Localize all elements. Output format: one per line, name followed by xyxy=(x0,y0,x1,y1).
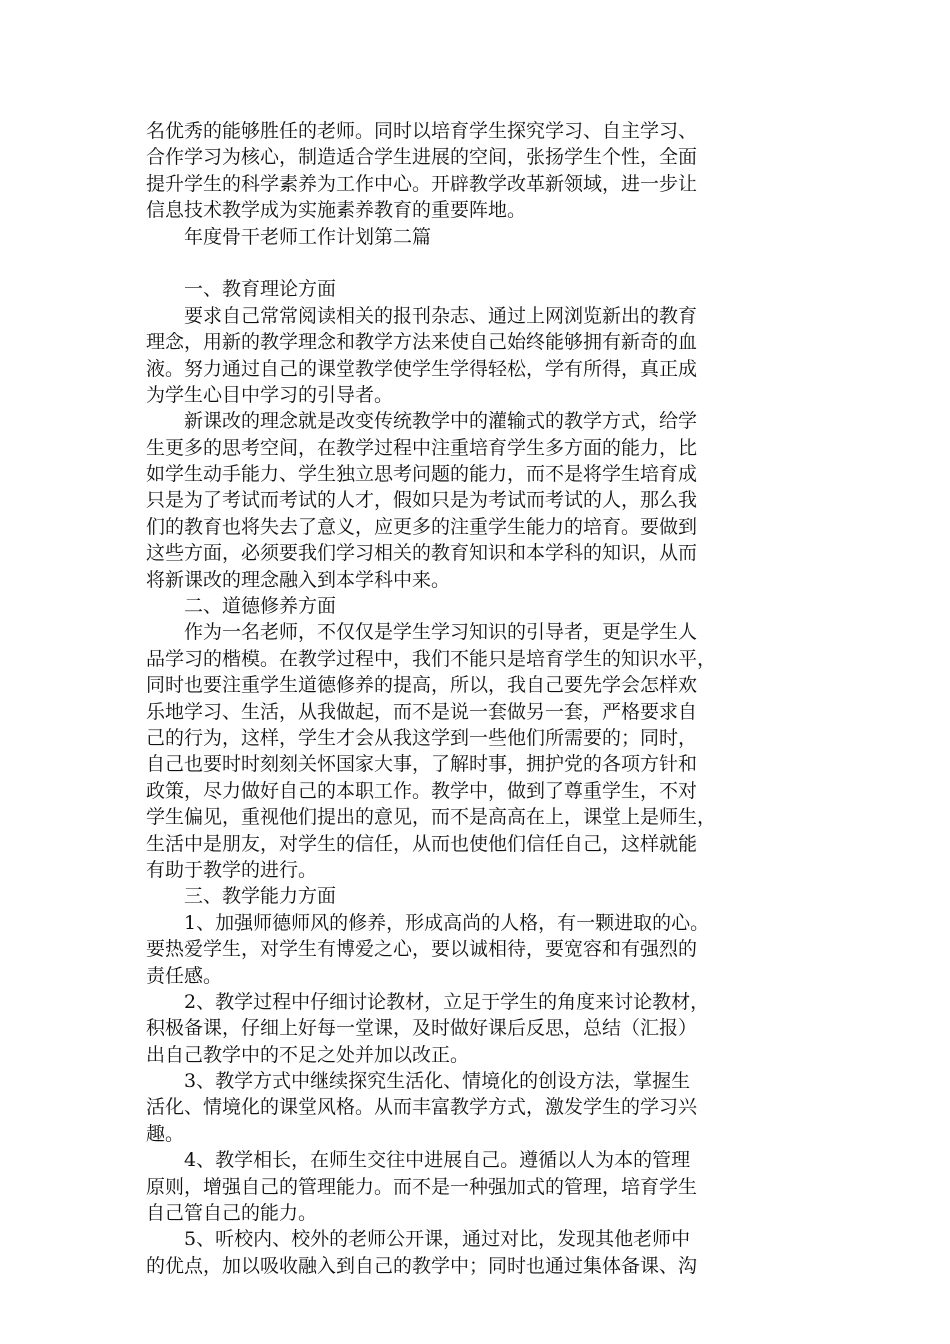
text-line: 自己也要时时刻刻关怀国家大事，了解时事，拥护党的各项方针和 xyxy=(146,753,698,776)
document-body xyxy=(146,118,808,1279)
text-line: 一、教育理论方面 xyxy=(146,278,337,301)
text-line: 三、教学能力方面 xyxy=(146,885,337,908)
text-line: 液。努力通过自己的课堂教学使学生学得轻松，学有所得，真正成 xyxy=(146,357,698,380)
text-line: 出自己教学中的不足之处并加以改正。 xyxy=(146,1043,470,1066)
text-line: 有助于教学的进行。 xyxy=(146,858,318,881)
text-line: 原则，增强自己的管理能力。而不是一种强加式的管理，培育学生 xyxy=(146,1175,698,1198)
text-line: 二、道德修养方面 xyxy=(146,595,337,618)
text-line: 自己管自己的能力。 xyxy=(146,1202,318,1225)
text-line: 乐地学习、生活，从我做起，而不是说一套做另一套，严格要求自 xyxy=(146,700,698,723)
text-line: 理念，用新的教学理念和教学方法来使自己始终能够拥有新奇的血 xyxy=(146,331,698,354)
text-line: 5、听校内、校外的老师公开课，通过对比，发现其他老师中 xyxy=(146,1228,691,1251)
text-line: 政策，尽力做好自己的本职工作。教学中，做到了尊重学生，不对 xyxy=(146,779,698,802)
text-line: 积极备课，仔细上好每一堂课，及时做好课后反思，总结（汇报） xyxy=(146,1017,698,1040)
text-line: 3、教学方式中继续探究生活化、情境化的创设方法，掌握生 xyxy=(146,1070,691,1093)
blank-line xyxy=(146,250,808,276)
text-line: 责任感。 xyxy=(146,964,223,987)
text-line: 的优点，加以吸收融入到自己的教学中；同时也通过集体备课、沟 xyxy=(146,1254,698,1277)
text-line: 为学生心目中学习的引导者。 xyxy=(146,383,394,406)
text-line: 提升学生的科学素养为工作中心。开辟教学改革新领域，进一步让 xyxy=(146,172,698,195)
text-line: 1、加强师德师风的修养，形成高尚的人格，有一颗进取的心。 xyxy=(146,911,710,934)
text-line: 品学习的楷模。在教学过程中，我们不能只是培育学生的知识水平， xyxy=(146,647,717,670)
text-line: 生更多的思考空间，在教学过程中注重培育学生多方面的能力，比 xyxy=(146,436,698,459)
text-line: 趣。 xyxy=(146,1122,185,1145)
text-line: 们的教育也将失去了意义，应更多的注重学生能力的培育。要做到 xyxy=(146,515,698,538)
text-line: 如学生动手能力、学生独立思考问题的能力，而不是将学生培育成 xyxy=(146,463,698,486)
text-line: 要热爱学生，对学生有博爱之心，要以诚相待，要宽容和有强烈的 xyxy=(146,938,698,961)
text-line: 作为一名老师，不仅仅是学生学习知识的引导者，更是学生人 xyxy=(146,621,698,644)
text-line: 信息技术教学成为实施素养教育的重要阵地。 xyxy=(146,199,527,222)
text-line: 这些方面，必须要我们学习相关的教育知识和本学科的知识，从而 xyxy=(146,542,698,565)
text-line: 己的行为，这样，学生才会从我这学到一些他们所需要的；同时， xyxy=(146,726,698,749)
text-line: 合作学习为核心，制造适合学生进展的空间，张扬学生个性，全面 xyxy=(146,146,698,169)
text-line: 要求自己常常阅读相关的报刊杂志、通过上网浏览新出的教育 xyxy=(146,304,698,327)
text-line: 新课改的理念就是改变传统教学中的灌输式的教学方式，给学 xyxy=(146,410,698,433)
text-line: 2、教学过程中仔细讨论教材，立足于学生的角度来讨论教材， xyxy=(146,990,710,1013)
text-line: 将新课改的理念融入到本学科中来。 xyxy=(146,568,451,591)
text-line: 只是为了考试而考试的人才，假如只是为考试而考试的人，那么我 xyxy=(146,489,698,512)
text-line: 活化、情境化的课堂风格。从而丰富教学方式，激发学生的学习兴 xyxy=(146,1096,698,1119)
text-line: 同时也要注重学生道德修养的提高，所以，我自己要先学会怎样欢 xyxy=(146,674,698,697)
text-line: 名优秀的能够胜任的老师。同时以培育学生探究学习、自主学习、 xyxy=(146,120,698,142)
text-line: 年度骨干老师工作计划第二篇 xyxy=(146,225,432,248)
text-line: 生活中是朋友，对学生的信任，从而也使他们信任自己，这样就能 xyxy=(146,832,698,855)
text-line: 4、教学相长，在师生交往中进展自己。遵循以人为本的管理 xyxy=(146,1149,691,1172)
text-line: 学生偏见，重视他们提出的意见，而不是高高在上，课堂上是师生， xyxy=(146,806,717,829)
